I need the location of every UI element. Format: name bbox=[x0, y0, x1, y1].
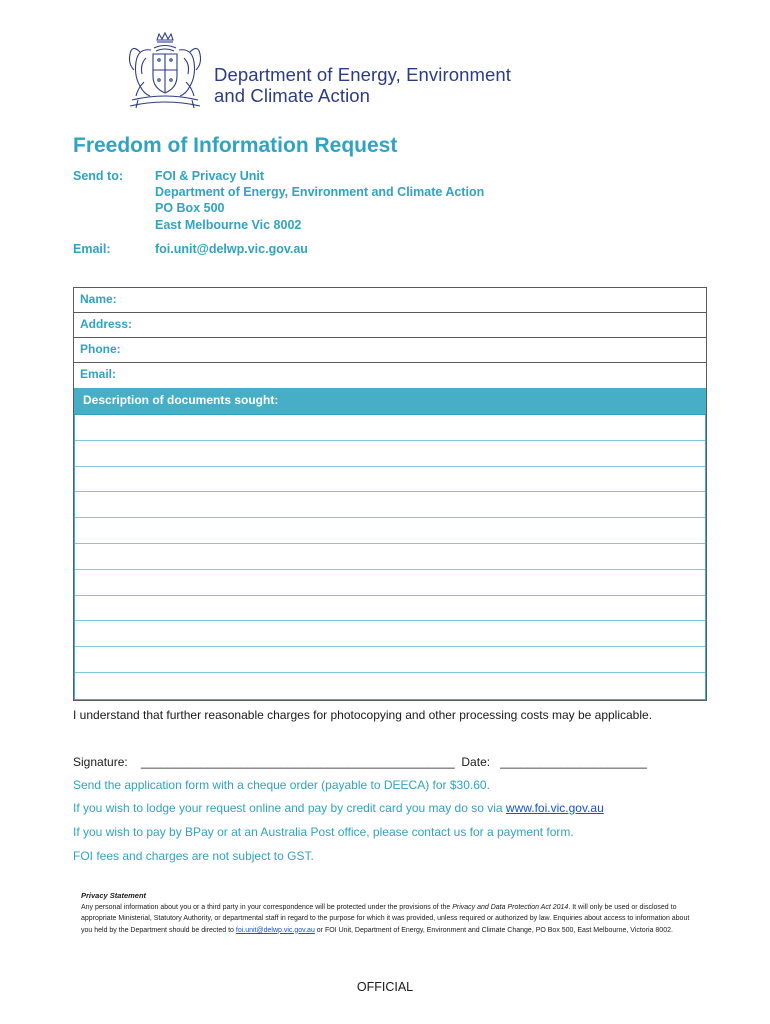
send-to-label: Send to: bbox=[73, 169, 123, 183]
privacy-text-3: or FOI Unit, Department of Energy, Environment and Climate Change, PO Box 500, East Melbourne, Victoria 8002. bbox=[314, 926, 673, 934]
signature-label: Signature: bbox=[73, 755, 128, 769]
privacy-email-link[interactable]: foi.unit@delwp.vic.gov.au bbox=[235, 926, 315, 934]
description-line[interactable] bbox=[75, 621, 705, 647]
description-header: Description of documents sought: bbox=[74, 388, 706, 415]
signature-line[interactable]: _______________________________________________ bbox=[141, 755, 455, 769]
send-to-line4: East Melbourne Vic 8002 bbox=[155, 218, 302, 232]
description-line[interactable] bbox=[75, 570, 705, 596]
signature-row bbox=[73, 755, 647, 769]
privacy-act-name: Privacy and Data Protection Act 2014 bbox=[452, 903, 569, 911]
send-to-line3: PO Box 500 bbox=[155, 201, 225, 215]
date-label: Date: bbox=[461, 755, 491, 769]
date-line[interactable]: ______________________ bbox=[500, 755, 647, 769]
charges-note: I understand that further reasonable charges for photocopying and other processing costs may be applicable. bbox=[73, 708, 653, 722]
description-line[interactable] bbox=[75, 647, 705, 673]
address-field[interactable] bbox=[74, 313, 706, 338]
department-name-line1: Department of Energy, Environment bbox=[214, 64, 512, 85]
phone-field-label: Phone: bbox=[80, 342, 121, 356]
email-field[interactable] bbox=[74, 363, 706, 388]
online-instruction bbox=[73, 801, 604, 815]
email-info-value[interactable]: foi.unit@delwp.vic.gov.au bbox=[155, 242, 308, 256]
description-line[interactable] bbox=[75, 544, 705, 570]
online-instruction-text: If you wish to lodge your request online and pay by credit card you may do so via bbox=[73, 801, 506, 815]
page-header bbox=[126, 30, 586, 112]
foi-website-link[interactable]: www.foi.vic.gov.au bbox=[505, 801, 604, 815]
send-to-line2: Department of Energy, Environment and Climate Action bbox=[155, 185, 485, 199]
classification-footer: OFFICIAL bbox=[356, 980, 414, 994]
description-line[interactable] bbox=[75, 518, 705, 544]
gst-note: FOI fees and charges are not subject to GST. bbox=[73, 849, 314, 863]
description-line[interactable] bbox=[75, 492, 705, 518]
privacy-text-2: . It will only be used or disclosed to appropriate Ministerial, Statutory Authority, or departmental staff in regard to the purpose for which it was provided, unless required or authorized by law. Enquiries about access to information about you held by the Department should be directed to bbox=[81, 903, 690, 934]
victoria-crest-logo bbox=[126, 30, 204, 112]
department-name-line2: and Climate Action bbox=[214, 85, 371, 106]
description-line[interactable] bbox=[75, 415, 705, 441]
email-info-label: Email: bbox=[73, 242, 111, 256]
address-field-label: Address: bbox=[80, 317, 133, 331]
bpay-instruction: If you wish to pay by BPay or at an Australia Post office, please contact us for a payment form. bbox=[73, 825, 574, 839]
description-line[interactable] bbox=[75, 673, 705, 699]
description-lines[interactable] bbox=[74, 415, 706, 700]
request-form-table bbox=[73, 287, 707, 701]
name-field[interactable] bbox=[74, 288, 706, 313]
privacy-text-1: Any personal information about you or a third party in your correspondence will be protected under the provisions of the bbox=[81, 903, 453, 911]
description-line[interactable] bbox=[75, 441, 705, 467]
privacy-heading: Privacy Statement bbox=[81, 891, 147, 900]
privacy-statement bbox=[81, 890, 701, 936]
cheque-instruction: Send the application form with a cheque order (payable to DEECA) for $30.60. bbox=[73, 778, 490, 792]
name-field-label: Name: bbox=[80, 292, 117, 306]
department-name bbox=[214, 64, 511, 106]
page-title: Freedom of Information Request bbox=[73, 134, 398, 157]
description-line[interactable] bbox=[75, 467, 705, 493]
description-line[interactable] bbox=[75, 596, 705, 622]
send-to-line1: FOI & Privacy Unit bbox=[155, 169, 265, 183]
phone-field[interactable] bbox=[74, 338, 706, 363]
privacy-body bbox=[81, 902, 701, 937]
email-field-label: Email: bbox=[80, 367, 117, 381]
